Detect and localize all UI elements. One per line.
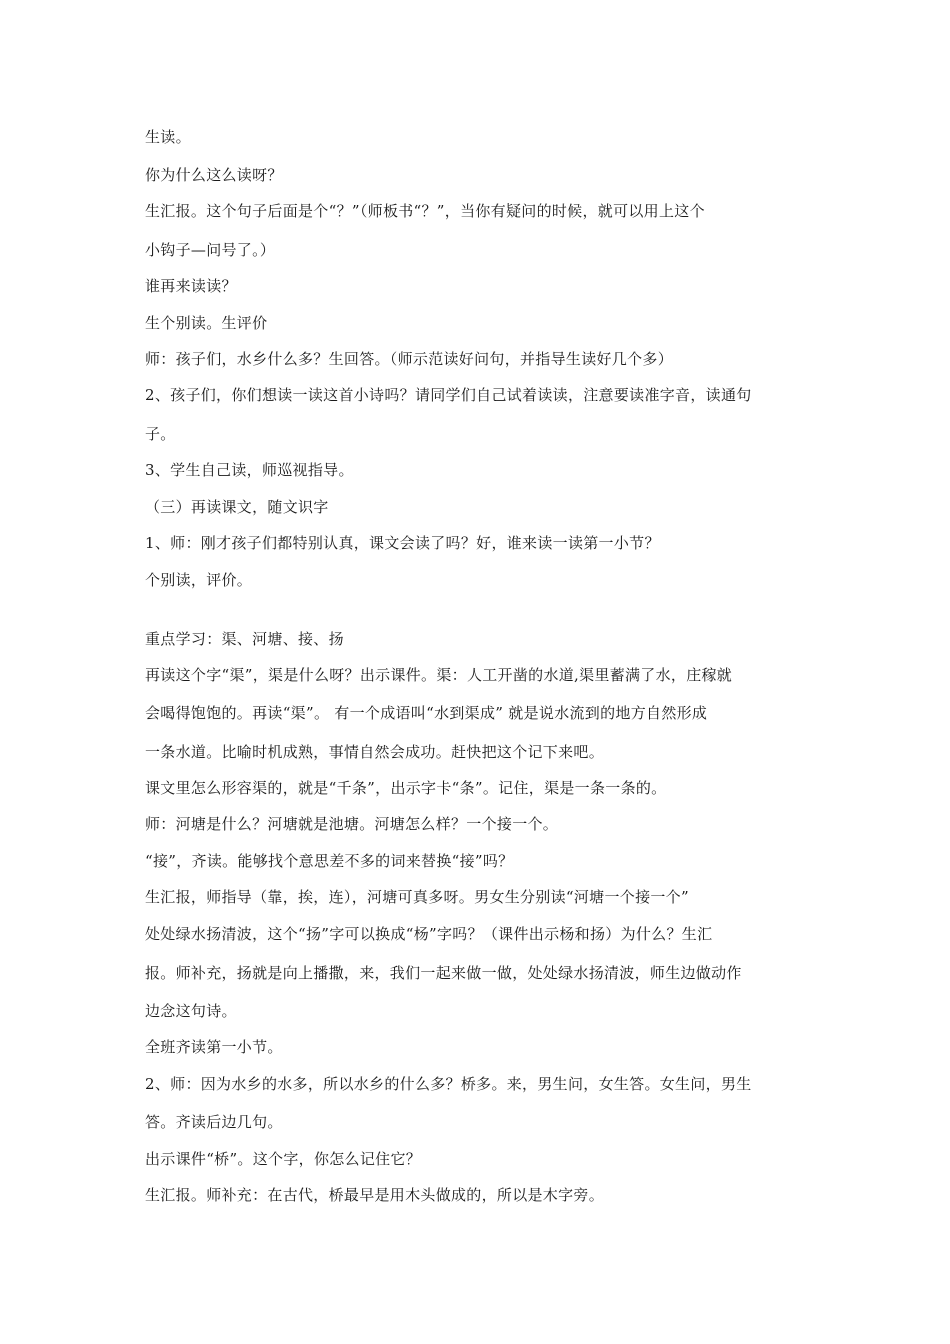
text-line: 一条水道。比喻时机成熟，事情自然会成功。赶快把这个记下来吧。 (145, 743, 605, 761)
section-heading: （三）再读课文，随文识字 (145, 498, 329, 516)
text-line: 重点学习：渠、河塘、接、扬 (145, 630, 344, 648)
text-line: 再读这个字“渠”，渠是什么呀？出示课件。渠：人工开凿的水道,渠里蓄满了水，庄稼就 (145, 666, 733, 684)
text-line: 报。师补充，扬就是向上播撒，来，我们一起来做一做，处处绿水扬清波，师生边做动作 (145, 964, 742, 982)
text-line: 会喝得饱饱的。再读“渠”。 有一个成语叫“水到渠成” 就是说水流到的地方自然形成 (145, 704, 708, 722)
text-line: 师：孩子们，水乡什么多？生回答。（师示范读好问句，并指导生读好几个多） (145, 350, 674, 368)
text-line: 个别读，评价。 (145, 571, 253, 589)
text-line: 边念这句诗。 (145, 1002, 237, 1020)
text-line: 子。 (145, 425, 176, 443)
text-line: 出示课件“桥”。这个字，你怎么记住它？ (145, 1150, 422, 1168)
text-line: 答。齐读后边几句。 (145, 1113, 283, 1131)
text-line: 生汇报。这个句子后面是个“？”（师板书“？”，当你有疑问的时候，就可以用上这个 (145, 202, 705, 220)
text-line: 你为什么这么读呀？ (145, 166, 283, 184)
text-line: 课文里怎么形容渠的，就是“千条”，出示字卡“条”。记住，渠是一条一条的。 (145, 779, 667, 797)
text-line: 处处绿水扬清波，这个“扬”字可以换成“杨”字吗？（课件出示杨和扬）为什么？生汇 (145, 925, 713, 943)
text-line: 2、孩子们，你们想读一读这首小诗吗？请同学们自己试着读读，注意要读准字音，读通句 (145, 386, 752, 404)
text-line: 师：河塘是什么？河塘就是池塘。河塘怎么样？一个接一个。 (145, 815, 559, 833)
text-line: 2、师：因为水乡的水多，所以水乡的什么多？桥多。来，男生问，女生答。女生问，男生 (145, 1075, 752, 1093)
text-line: 1、师：刚才孩子们都特别认真，课文会读了吗？好，谁来读一读第一小节？ (145, 534, 660, 552)
text-line: “接”，齐读。能够找个意思差不多的词来替换“接”吗？ (145, 852, 514, 870)
text-line: 谁再来读读？ (145, 277, 237, 295)
text-line: 生读。 (145, 128, 191, 146)
text-line: 生个别读。生评价 (145, 314, 268, 332)
text-line: 生汇报。师补充：在古代，桥最早是用木头做成的，所以是木字旁。 (145, 1186, 605, 1204)
text-line: 小钩子—问号了。） (145, 241, 276, 259)
text-line: 生汇报，师指导（靠，挨，连），河塘可真多呀。男女生分别读“河塘一个接一个” (145, 888, 689, 906)
text-line: 全班齐读第一小节。 (145, 1038, 283, 1056)
text-line: 3、学生自己读，师巡视指导。 (145, 461, 354, 479)
